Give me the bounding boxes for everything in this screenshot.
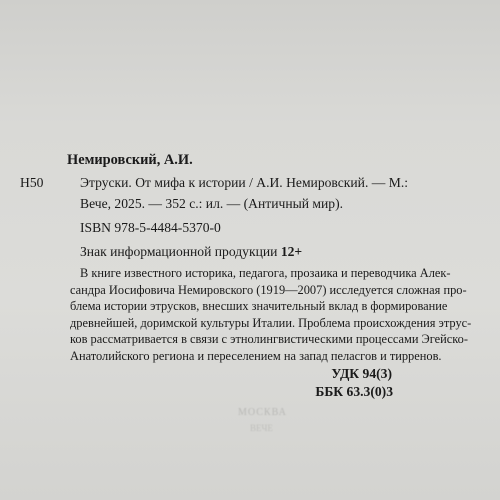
annotation: [70, 265, 485, 365]
annotation-line: ков рассматривается в связи с этнолингвистическими процессами Эгейско-: [70, 332, 468, 347]
bibliographic-line-2: Вече, 2025. — 352 с.: ил. — (Античный мир).: [80, 196, 344, 211]
bibliographic-line-1: Этруски. От мифа к истории / А.И. Немировский. — М.:: [80, 175, 408, 190]
age-rating-label: Знак информационной продукции: [80, 244, 278, 259]
age-rating-value: 12+: [280, 244, 303, 259]
bbk-code: ББК 63.3(0)3: [315, 384, 393, 399]
author-heading: Немировский, А.И.: [67, 152, 193, 168]
bleed-through-text: ВЕЧЕ: [250, 423, 273, 433]
author-code: Н50: [20, 175, 44, 190]
age-rating-line: [80, 244, 302, 260]
annotation-line: древнейшей, доримской культуры Италии. Проблема происхождения этрус-: [70, 315, 472, 330]
udk-code: УДК 94(3): [331, 366, 392, 381]
bleed-through-text: МОСКВА: [238, 407, 287, 418]
isbn: ISBN 978-5-4484-5370-0: [80, 220, 221, 235]
annotation-line: Анатолийского региона и переселением на запад пеласгов и тирренов.: [70, 348, 442, 363]
annotation-line: сандра Иосифовича Немировского (1919—2007) исследуется сложная про-: [70, 282, 467, 297]
annotation-line: В книге известного историка, педагога, прозаика и переводчика Алек-: [80, 266, 451, 280]
annotation-line: блема истории этрусков, внесших значительный вклад в формирование: [70, 299, 448, 314]
